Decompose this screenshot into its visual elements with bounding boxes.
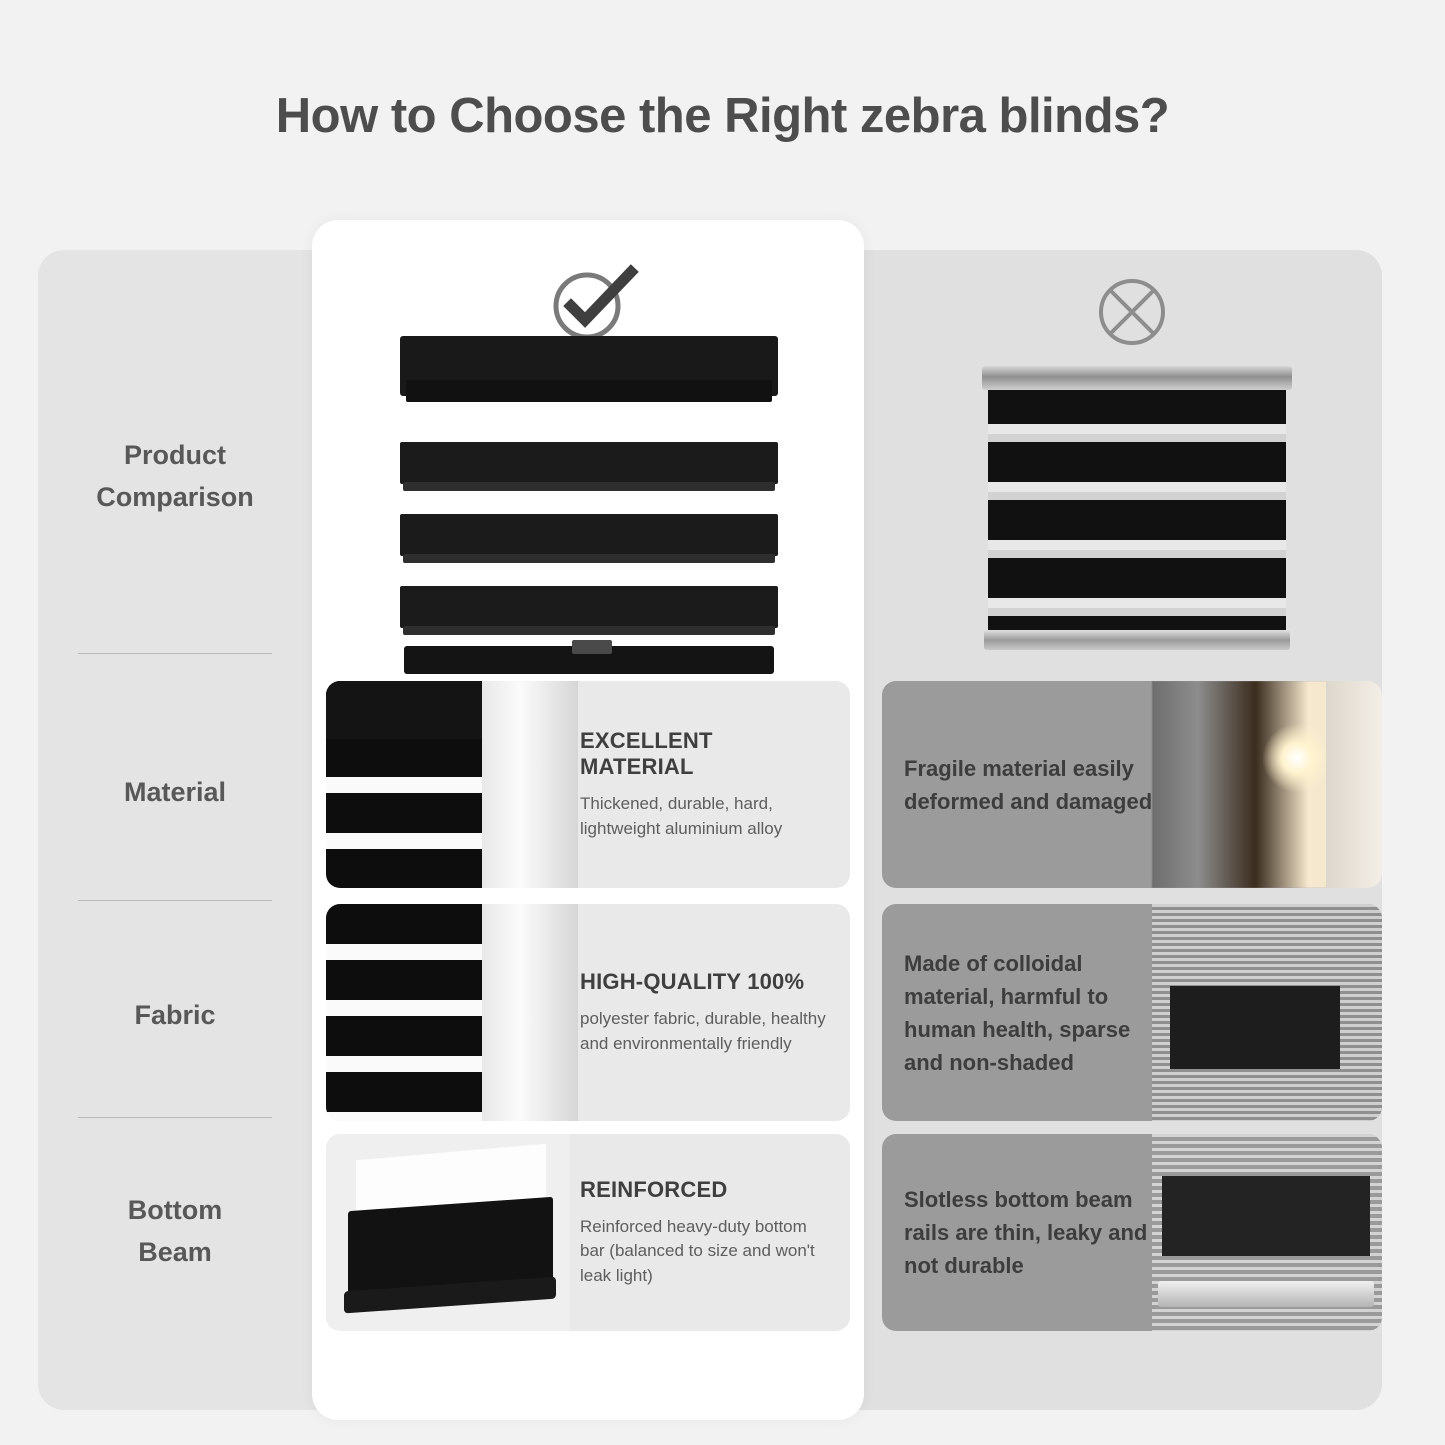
slat [400, 514, 778, 556]
row-label-product-comparison [38, 435, 312, 519]
good-card-material-body: Thickened, durable, hard, lightweight aluminium alloy [580, 793, 783, 838]
good-card-fabric-image [326, 904, 570, 1121]
good-card-bottom-beam-heading: REINFORCED [580, 1176, 728, 1202]
good-product-image [400, 336, 778, 671]
row-label-material: Material [123, 777, 227, 807]
headrail-lip [406, 380, 772, 402]
slat [400, 442, 778, 484]
good-card-fabric [326, 904, 850, 1121]
bad-card-material-heading: Fragile material easily deformed and damaged [904, 755, 1153, 814]
row-divider-1 [78, 653, 272, 654]
good-card-material [326, 681, 850, 888]
bad-card-fabric-heading: Made of colloidal material, harmful to human health, sparse and non-shaded [904, 950, 1131, 1075]
pull-tab [572, 640, 612, 654]
good-card-bottom-beam [326, 1134, 850, 1331]
bad-card-material-image [1152, 681, 1382, 888]
row-label-product-comparison-line2: Comparison [96, 481, 254, 512]
row-label-fabric: Fabric [134, 1000, 216, 1030]
good-card-material-text [570, 681, 836, 888]
row-label-bottom-beam-line1: Bottom [127, 1195, 223, 1225]
zebra-fabric [988, 390, 1286, 630]
good-card-bottom-beam-text [570, 1134, 836, 1331]
row-label-bottom-beam-line2: Beam [138, 1236, 212, 1267]
bad-card-material [882, 681, 1382, 888]
bad-card-bottom-beam [882, 1134, 1382, 1331]
slat [400, 586, 778, 628]
bad-card-fabric-text [904, 904, 1169, 1121]
row-divider-3 [78, 1117, 272, 1118]
bad-card-bottom-beam-heading: Slotless bottom beam rails are thin, leaky and not durable [904, 1187, 1148, 1278]
good-card-fabric-text [570, 904, 836, 1121]
row-label-product-comparison-line1: Product [123, 440, 226, 470]
good-card-fabric-body: polyester fabric, durable, healthy and environmentally friendly [580, 1008, 826, 1053]
bad-product-image [982, 366, 1292, 656]
bad-card-fabric [882, 904, 1382, 1121]
head-rail [982, 366, 1292, 390]
row-label-column [38, 250, 312, 1410]
bad-card-material-text [904, 681, 1169, 888]
page-title: How to Choose the Right zebra blinds? [275, 89, 1170, 143]
good-card-bottom-beam-image [326, 1134, 570, 1331]
bad-card-bottom-beam-image [1152, 1134, 1382, 1331]
bad-card-fabric-image [1152, 904, 1382, 1121]
row-divider-2 [78, 900, 272, 901]
good-card-bottom-beam-body: Reinforced heavy-duty bottom bar (balanced to size and won't leak light) [580, 1216, 815, 1285]
check-circle-icon [545, 262, 645, 347]
bottom-rail [984, 630, 1290, 650]
bad-card-bottom-beam-text [904, 1134, 1169, 1331]
good-card-fabric-heading: HIGH-QUALITY 100% [580, 968, 805, 994]
cross-circle-icon [1092, 272, 1172, 357]
row-label-bottom-beam [38, 1190, 312, 1274]
good-card-material-heading: EXCELLENT MATERIAL [580, 727, 713, 779]
good-card-material-image [326, 681, 570, 888]
